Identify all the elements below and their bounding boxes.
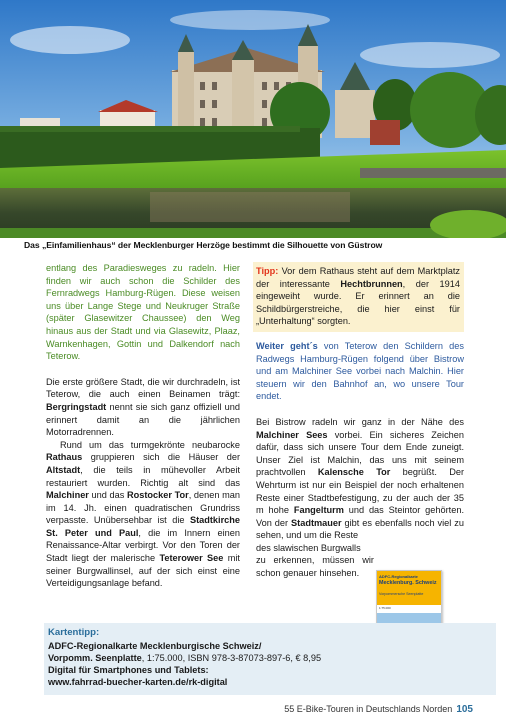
text: , die teils in mühevoller Arbeit restauriert wurden. Richtig alt sind das [46, 464, 240, 488]
highlight-kalensche-tor: Kalensche Tor [317, 467, 391, 478]
text: nennt sie sich ganz offiziell und erinnert damit an die jährlichen Motorradrennen. [46, 401, 240, 438]
text: von Teterow den Schildern des Radwegs Hamburg-Rügen folgend über Bistrow und am Malchiner See vorbei nach Malchin. Hier steuern wir den Bahnhof an, wo unsere Tour endet. [256, 340, 464, 402]
right-paragraph-1 [256, 340, 464, 403]
highlight-rostocker-tor: Rostocker Tor [127, 490, 189, 501]
kartentipp-link[interactable]: www.fahrrad-buecher-karten.de/rk-digital [48, 677, 228, 687]
tip-box [253, 262, 464, 332]
highlight-altstadt: Altstadt [46, 464, 81, 475]
text: , die im Innern einen Renaissance-Altar verbirgt. Vor den Toren der Stadt liegt der malerische [46, 527, 240, 564]
highlight-fangelturm: Fangelturm [293, 505, 344, 516]
tip-text [256, 265, 460, 328]
text: Bei Bistrow radeln wir ganz in der Nähe des [256, 416, 464, 427]
book-title: 55 E-Bike-Touren in Deutschlands Norden [284, 704, 453, 714]
highlight-weiter-gehts: Weiter geht´s [256, 340, 318, 351]
kartentipp-box [44, 623, 496, 695]
left-column [46, 262, 240, 590]
highlight-bergringstadt: Bergringstadt [46, 401, 107, 412]
highlight-rathaus: Rathaus [46, 452, 83, 463]
text: gibt es ebenfalls noch viel zu sehen, und um die Reste [256, 517, 464, 541]
highlight-stadtmauer: Stadtmauer [291, 517, 342, 528]
kartentipp-line: Digital für Smartphones und Tablets: [48, 665, 209, 675]
text: , der 1914 eingeweiht wurde. Er erinnert an die Schildbürgerstreiche, die hier einst für „Unterhaltung“ sorgten. [256, 278, 460, 327]
map-subtitle: Vorpommersche Seenplatte [379, 592, 424, 596]
photo-caption: Das „Einfamilienhaus“ der Mecklenburger Herzöge bestimmt die Silhouette von Güstrow [24, 240, 383, 250]
page-number: 105 [456, 704, 473, 715]
text-line: zu erkennen, müssen wir [256, 555, 374, 566]
page-footer [284, 704, 473, 715]
text: Vor dem Rathaus steht auf dem Marktplatz der interessante [256, 266, 460, 289]
highlight-teterower-see: Teterower See [159, 553, 224, 564]
highlight-hechtbrunnen: Hechtbrunnen [340, 278, 403, 289]
right-column [256, 262, 464, 580]
text-line: schon genauer hinsehen. [256, 568, 360, 579]
text: , 1:75.000, ISBN 978-3-87073-897-6, € 8,95 [141, 653, 322, 663]
text: mit seiner Burgwallinsel, auf der sich einst eine Verteidigungsanlage befand. [46, 553, 240, 589]
map-title: Mecklenburg. Schweiz [379, 580, 437, 586]
map-scale: 1:75.000 [379, 606, 391, 610]
text: begrüßt. Der Wehrturm ist nur ein Beispiel der noch erhaltenen Reste einer Stadtbefestigung, zu der auch der 35 m hohe [256, 467, 465, 516]
kartentipp-line: ADFC-Regionalkarte Mecklenburgische Schweiz/ [48, 641, 262, 651]
right-paragraph-2 [256, 416, 464, 542]
text: vorbei. Ein sicheres Zeichen dafür, dass sich unsere Tour dem Ende zuneigt. Unser Ziel ist Malchin, das uns mit seinem prachtvollen [256, 429, 464, 478]
map-cover-header [377, 571, 441, 605]
text: und das [88, 490, 127, 501]
tip-label: Tipp: [256, 266, 279, 276]
castle-photo [0, 0, 506, 238]
text: Rund um das turmgekrönte neubarocke [60, 439, 240, 450]
left-paragraph-1: entlang des Paradiesweges zu radeln. Hier finden wir auch schon die Schilder des Fernradwegs Hamburg-Rügen. Diese weisen uns über Lange Stege und Neukruger Straße (später Glasewitzer Chaussee) den Weg hinaus aus der Stadt und via Glasewitz, Plaaz, Warnkenhagen, Gottin und Dalkendorf nach Teterow. [46, 263, 240, 362]
map-series: ADFC-Regionalkarte [379, 574, 418, 579]
text: und das Steintor gehörten. Von der [256, 505, 464, 528]
left-paragraph-3 [46, 439, 240, 590]
text: Die erste größere Stadt, die wir durchradeln, ist Teterow, die auch einen Beinamen trägt: [46, 376, 240, 400]
highlight-stadtkirche: Stadtkirche St. Peter und Paul [46, 515, 240, 538]
text-line: des slawischen Burgwalls [256, 542, 361, 553]
highlight-malchiner-sees: Malchiner Sees [256, 429, 328, 440]
kartentipp-line [48, 652, 321, 664]
highlight-malchiner: Malchiner [46, 490, 89, 501]
text: gruppieren sich die Häuser der [82, 452, 240, 463]
left-paragraph-2 [46, 376, 240, 439]
kartentipp-title: Kartentipp: [48, 627, 100, 638]
text: Vorpomm. Seenplatte [48, 653, 142, 663]
wrapped-text [256, 542, 374, 580]
text: , denen man im 14. Jh. einen quadratischen Grundriss verpasste. Unübersehbar ist die [46, 490, 240, 526]
